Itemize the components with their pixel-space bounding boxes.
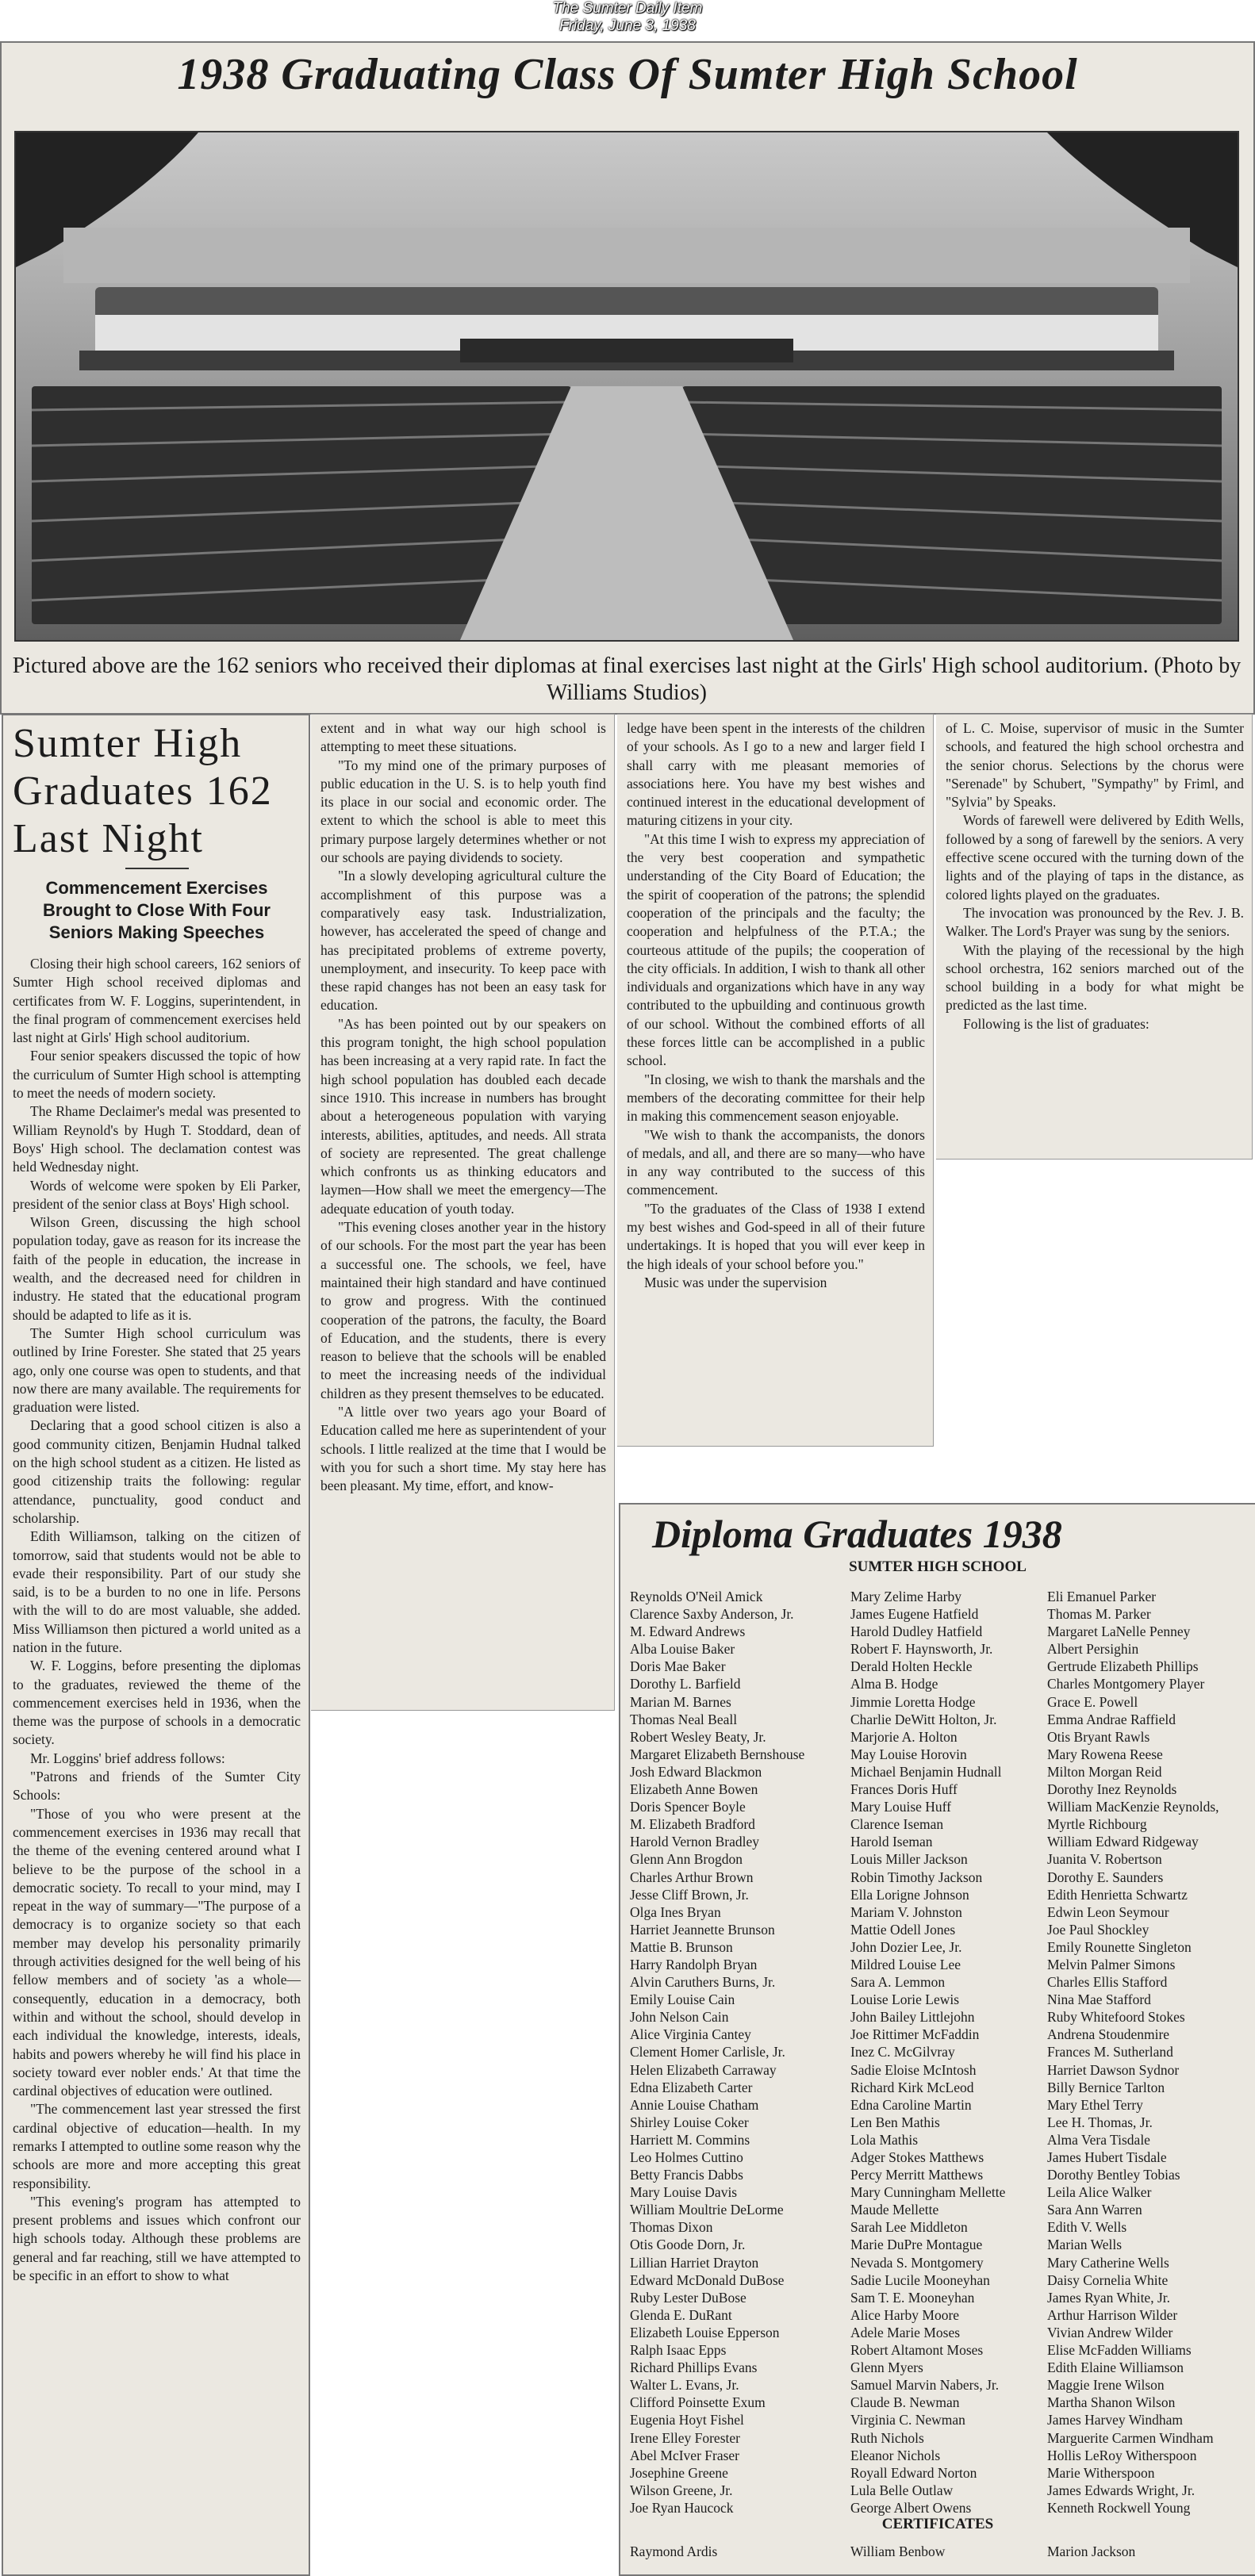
graduate-name: Glenn Myers	[850, 2359, 923, 2376]
graduate-name: Harold Iseman	[850, 1834, 933, 1850]
graduate-name: Maude Mellette	[850, 2202, 939, 2218]
graduates-title: Diploma Graduates 1938	[652, 1512, 1062, 1556]
graduate-name: Shirley Louise Coker	[630, 2114, 749, 2130]
graduates-column-2	[850, 1588, 1005, 2517]
graduate-name: Robert F. Haynsworth, Jr.	[850, 1641, 993, 1658]
graduate-name: Louise Lorie Lewis	[850, 1991, 960, 2008]
paragraph: "This evening closes another year in the history of our schools. For the most part the year has been a successful one. The schools, we feel, have maintained their high standard and have continued to grow and progress. With the continued cooperation of the patrons, the faculty, the Board of Education, and the students, there is every reason to believe that the schools will be enabled to meet the increasing needs of the individual children as they present themselves to be educated.	[320, 1219, 606, 1401]
graduate-name: Clarence Iseman	[850, 1816, 944, 1833]
graduate-name: Alma Vera Tisdale	[1047, 2131, 1150, 2148]
class-photo	[14, 131, 1239, 642]
graduate-name: Marian M. Barnes	[630, 1693, 731, 1710]
graduates-section	[619, 1503, 1255, 2576]
title-rule	[125, 868, 189, 869]
graduate-name: Thomas Dixon	[630, 2219, 713, 2236]
graduate-name: Eugenia Hoyt Fishel	[630, 2412, 744, 2428]
graduate-name: Marie Witherspoon	[1047, 2464, 1155, 2481]
graduate-name: Harriet Dawson Sydnor	[1047, 2061, 1180, 2078]
graduate-name: Glenn Ann Brogdon	[630, 1851, 743, 1868]
graduate-name: Percy Merritt Matthews	[850, 2167, 984, 2183]
article-column-4	[936, 714, 1253, 1160]
graduate-name: Eli Emanuel Parker	[1047, 1589, 1157, 1604]
graduate-name: Juanita V. Robertson	[1047, 1851, 1162, 1868]
graduate-name: Otis Bryant Rawls	[1047, 1728, 1150, 1745]
graduate-name: Wilson Greene, Jr.	[630, 2482, 733, 2498]
paragraph: Mr. Loggins' brief address follows:	[30, 1750, 225, 1766]
graduate-name: Sadie Eloise McIntosh	[850, 2061, 977, 2078]
paragraph: Edith Williamson, talking on the citizen of tomorrow, said that students would not be able to evade their responsibility. Part of our study she said, is to be a burden to no one in life. Persons with the will to do are most valuable, she added. Miss Williamson then pictured a world united as a nation in the future.	[13, 1528, 301, 1655]
graduate-name: Otis Goode Dorn, Jr.	[630, 2237, 746, 2253]
graduate-name: James Eugene Hatfield	[850, 1606, 979, 1623]
graduate-name: Jimmie Loretta Hodge	[850, 1693, 976, 1710]
paragraph: ledge have been spent in the interests of the children of your schools. As I go to a new and larger field I shall carry with me pleasant memories of associations here. You have my best wishes and continued interest in the educational development of maturing citizens in your city.	[627, 720, 925, 829]
graduate-name: Lillian Harriet Drayton	[630, 2254, 759, 2271]
graduate-name: Charles Ellis Stafford	[1047, 1974, 1168, 1991]
graduate-name: Annie Louise Chatham	[630, 2096, 759, 2113]
paragraph: Words of welcome were spoken by Eli Parker, president of the senior class at Boys' High school.	[13, 1177, 301, 1212]
graduate-name: Irene Elley Forester	[630, 2429, 740, 2446]
graduate-name: Alvin Caruthers Burns, Jr.	[630, 1974, 776, 1991]
graduate-name: Richard Phillips Evans	[630, 2359, 758, 2376]
auditorium-photo-illustration	[16, 132, 1238, 640]
graduate-name: James Ryan White, Jr.	[1047, 2289, 1170, 2306]
graduate-name: Lola Mathis	[850, 2131, 919, 2148]
graduate-name: Harold Vernon Bradley	[630, 1834, 759, 1850]
graduate-name: Richard Kirk McLeod	[850, 2079, 974, 2095]
graduate-name: William MacKenzie Reynolds,	[1047, 1799, 1219, 1815]
graduate-name: John Bailey Littlejohn	[850, 2009, 975, 2026]
graduate-name: James Edwards Wright, Jr.	[1047, 2482, 1196, 2498]
graduate-name: Marjorie A. Holton	[850, 1728, 958, 1745]
main-headline: 1938 Graduating Class Of Sumter High School	[177, 50, 1078, 99]
graduate-name: Margaret LaNelle Penney	[1047, 1623, 1191, 1640]
article-column-1	[2, 714, 310, 2576]
photo-caption: Pictured above are the 162 seniors who received their diplomas at final exercises last night at the Girls' High school auditorium. (Photo by Williams Studios)	[12, 654, 1242, 705]
paragraph: With the playing of the recessional by the high school orchestra, 162 seniors marched out of the school building in a body for what might be predicted as the last time.	[946, 941, 1244, 1014]
paragraph: extent and in what way our high school is attempting to meet these situations.	[320, 720, 606, 755]
graduate-name: Emma Andrae Raffield	[1047, 1711, 1176, 1727]
graduate-name: Helen Elizabeth Carraway	[630, 2061, 777, 2078]
graduates-subtitle: SUMTER HIGH SCHOOL	[849, 1558, 1027, 1575]
graduate-name: William Edward Ridgeway	[1047, 1834, 1199, 1850]
graduate-name: Nevada S. Montgomery	[850, 2254, 984, 2271]
graduate-name: Jesse Cliff Brown, Jr.	[630, 1886, 749, 1903]
paragraph: Declaring that a good school citizen is also a good community citizen, Benjamin Hudnal talked on the high school student as a citizen. He listed as good citizenship traits the following: regular attendance, punctuality, good conduct and scholarship.	[13, 1417, 301, 1526]
graduate-name: Abel McIver Fraser	[630, 2447, 740, 2463]
graduate-name: Adger Stokes Matthews	[850, 2149, 984, 2165]
graduate-name: Eleanor Nichols	[850, 2447, 941, 2463]
graduate-name: Ruby Lester DuBose	[630, 2289, 746, 2306]
graduate-name: Inez C. McGilvray	[850, 2044, 955, 2060]
graduate-name: May Louise Horovin	[850, 1746, 967, 1762]
graduate-name: Kenneth Rockwell Young	[1047, 2499, 1191, 2516]
graduate-name: Edith V. Wells	[1047, 2219, 1127, 2236]
graduate-name: Harold Dudley Hatfield	[850, 1623, 983, 1640]
graduate-name: Joe Rittimer McFaddin	[850, 2026, 980, 2043]
graduate-name: Reynolds O'Neil Amick	[630, 1589, 763, 1604]
graduate-name: George Albert Owens	[850, 2499, 972, 2516]
graduate-name: Josh Edward Blackmon	[630, 1763, 762, 1780]
graduate-name: Josephine Greene	[630, 2464, 728, 2481]
graduate-name: Alba Louise Baker	[630, 1641, 735, 1658]
graduate-name: Glenda E. DuRant	[630, 2306, 732, 2323]
graduate-name: Harriett M. Commins	[630, 2131, 750, 2148]
article-column-2	[311, 714, 615, 1711]
graduate-name: Elise McFadden Williams	[1047, 2342, 1192, 2359]
graduate-name: Charles Arthur Brown	[630, 1869, 754, 1885]
paragraph: "In a slowly developing agricultural culture the accomplishment of this purpose was a comparatively easy task. Industrialization, however, has accelerated the speed of change and has precipitated problems of extreme poverty, unemployment, and insecurity. To keep pace with these rapid changes has not been an easy task for education.	[320, 868, 606, 1014]
graduate-name: Walter L. Evans, Jr.	[630, 2377, 739, 2394]
graduate-name: Mattie Odell Jones	[850, 1921, 956, 1938]
graduate-name: Derald Holten Heckle	[850, 1658, 973, 1675]
graduate-name: Edna Elizabeth Carter	[630, 2079, 753, 2095]
graduate-name: Andrena Stoudenmire	[1047, 2026, 1170, 2043]
graduate-name: Elizabeth Louise Epperson	[630, 2324, 780, 2340]
publication-date: Friday, June 3, 1938	[559, 17, 696, 34]
graduate-name: Mildred Louise Lee	[850, 1956, 961, 1972]
paragraph: Words of farewell were delivered by Edith Wells, followed by a song of farewell by the seniors. A very effective scene occured with the turning down of the lights and of the playing of taps in the distance, as colored lights played on the graduates.	[946, 812, 1244, 903]
graduate-name: Mary Cunningham Mellette	[850, 2184, 1006, 2201]
graduate-name: Martha Shanon Wilson	[1047, 2394, 1176, 2411]
graduate-name: Frances Doris Huff	[850, 1781, 958, 1798]
graduate-name: Dorothy Inez Reynolds	[1047, 1781, 1177, 1798]
graduate-name: Joe Ryan Haucock	[630, 2499, 734, 2516]
graduate-name: Harriet Jeannette Brunson	[630, 1921, 775, 1938]
graduate-name: Royall Edward Norton	[850, 2464, 977, 2481]
graduate-name: John Dozier Lee, Jr.	[850, 1938, 962, 1955]
graduate-name: Marguerite Carmen Windham	[1047, 2429, 1214, 2446]
graduate-name: Emily Rounette Singleton	[1047, 1938, 1192, 1955]
graduate-name: Mattie B. Brunson	[630, 1938, 733, 1955]
graduate-name: James Hubert Tisdale	[1047, 2149, 1167, 2165]
graduate-name: Michael Benjamin Hudnall	[850, 1763, 1002, 1780]
graduate-name: Hollis LeRoy Witherspoon	[1047, 2447, 1197, 2463]
graduate-name: William Moultrie DeLorme	[630, 2202, 784, 2218]
graduate-name: Sara A. Lemmon	[850, 1974, 946, 1991]
graduate-name: Sarah Lee Middleton	[850, 2219, 968, 2236]
graduate-name: Albert Persighin	[1047, 1641, 1139, 1658]
paragraph: "Patrons and friends of the Sumter City Schools:	[13, 1769, 301, 1804]
paragraph: "To the graduates of the Class of 1938 I extend my best wishes and God-speed in all of their future undertakings. It is hoped that you will ever keep in the high ideals of your school before you."	[627, 1200, 925, 1272]
graduate-name: M. Elizabeth Bradford	[630, 1816, 755, 1833]
article-column-3	[617, 714, 934, 1447]
paragraph: "In closing, we wish to thank the marshals and the members of the decorating committee for their help in making this commencement season enjoyable.	[627, 1071, 925, 1125]
graduate-name: Clement Homer Carlisle, Jr.	[630, 2044, 785, 2060]
graduate-name: Mary Zelime Harby	[850, 1589, 961, 1604]
graduate-name: Virginia C. Newman	[850, 2412, 965, 2428]
graduate-name: Dorothy L. Barfield	[630, 1676, 741, 1692]
graduate-name: M. Edward Andrews	[630, 1623, 746, 1640]
graduate-name: Mary Louise Huff	[850, 1799, 952, 1815]
graduate-name: Marie DuPre Montague	[850, 2237, 983, 2253]
graduate-name: Mary Rowena Reese	[1047, 1746, 1163, 1762]
paragraph: "At this time I wish to express my appreciation of the very best cooperation and sympathetic understanding of the City Board of Education; the the spirit of cooperation of the patrons; the splendid cooperation of the principals and the faculty; the cooperation and helpfulness of the P.T.A.; the courteous attitude of the pupils; the cooperation of the city officials. In addition, I wish to thank all other individuals and organizations which have in any way contributed to the upbuilding and continuous growth of our school. Without the combined efforts of all these forces little can be accomplished in a public school.	[627, 830, 925, 1069]
graduate-name: Dorothy E. Saunders	[1047, 1869, 1164, 1885]
paragraph: Four senior speakers discussed the topic of how the curriculum of Sumter High school is attempting to meet the needs of modern society.	[13, 1048, 301, 1102]
graduate-name: Mary Ethel Terry	[1047, 2096, 1143, 2113]
graduate-name: Grace E. Powell	[1047, 1693, 1138, 1710]
graduate-name: Louis Miller Jackson	[850, 1851, 968, 1868]
graduate-name: Daisy Cornelia White	[1047, 2271, 1169, 2288]
paragraph: of L. C. Moise, supervisor of music in the Sumter schools, and featured the high school orchestra and the senior chorus. Selections by the chorus were "Serenade" by Schubert, "Sympathy" by Friml, and "Sylvia" by Speaks.	[946, 720, 1244, 811]
graduate-name: Betty Francis Dabbs	[630, 2167, 743, 2183]
graduate-name: Alice Harby Moore	[850, 2306, 960, 2323]
graduate-name: Arthur Harrison Wilder	[1047, 2306, 1178, 2323]
graduate-name: Joe Paul Shockley	[1047, 1921, 1149, 1938]
graduate-name: Sadie Lucile Mooneyhan	[850, 2271, 990, 2288]
paragraph: Music was under the supervision	[644, 1274, 827, 1290]
paragraph: "A little over two years ago your Board of Education called me here as superintendent of your schools. I little realized at the time that I would be with you for such a short time. My stay here has been pleasant. My time, effort, and know-	[320, 1403, 606, 1494]
graduate-name: Lee H. Thomas, Jr.	[1047, 2114, 1153, 2130]
certificates-heading: CERTIFICATES	[881, 2516, 994, 2532]
paragraph: "We wish to thank the accompanists, the donors of medals, and all, and there are so many—who have in any way contributed to the success of this commencement.	[627, 1126, 925, 1198]
graduate-name: Alma B. Hodge	[850, 1676, 938, 1692]
graduate-name: Edith Elaine Williamson	[1047, 2359, 1184, 2376]
graduate-name: Nina Mae Stafford	[1047, 1991, 1151, 2008]
graduate-name: Edith Henrietta Schwartz	[1047, 1886, 1188, 1903]
graduate-name: Margaret Elizabeth Bernshouse	[630, 1746, 805, 1762]
graduate-name: Leo Holmes Cuttino	[630, 2149, 743, 2165]
graduate-name: Len Ben Mathis	[850, 2114, 940, 2130]
graduate-name: Claude B. Newman	[850, 2394, 960, 2411]
graduate-name: Robin Timothy Jackson	[850, 1869, 983, 1885]
graduate-name: Melvin Palmer Simons	[1047, 1956, 1176, 1972]
graduate-name: Ella Lorigne Johnson	[850, 1886, 969, 1903]
graduate-name: Robert Altamont Moses	[850, 2342, 984, 2359]
paragraph: Following is the list of graduates:	[963, 1015, 1149, 1032]
graduate-name: Clifford Poinsette Exum	[630, 2394, 766, 2411]
certificate-name: Raymond Ardis	[630, 2543, 718, 2559]
graduate-name: Adele Marie Moses	[850, 2324, 961, 2340]
graduate-name: Myrtle Richbourg	[1047, 1816, 1147, 1833]
paragraph: "This evening's program has attempted to present problems and issues which confront our high schools today. Although these problems are general and far reaching, still we have attempted to be specific in an effort to show to what	[13, 2193, 301, 2284]
paragraph: The invocation was pronounced by the Rev. J. B. Walker. The Lord's Prayer was sung by the seniors.	[946, 904, 1244, 940]
graduate-name: Clarence Saxby Anderson, Jr.	[630, 1606, 794, 1623]
page-caption	[0, 0, 1255, 35]
article-subtitle: Commencement Exercises Brought to Close With Four Seniors Making Speeches	[43, 878, 271, 942]
graduate-name: Frances M. Sutherland	[1047, 2044, 1173, 2060]
graduate-name: Gertrude Elizabeth Phillips	[1047, 1658, 1199, 1675]
graduate-name: Elizabeth Anne Bowen	[630, 1781, 758, 1798]
graduate-name: Ruth Nichols	[850, 2429, 924, 2446]
graduate-name: Marian Wells	[1047, 2237, 1123, 2253]
paragraph: "The commencement last year stressed the first cardinal objective of education—health. In my remarks I attempted to outline some reason why the schools are more and more accepting this great responsibility.	[13, 2101, 301, 2191]
graduate-name: Samuel Marvin Nabers, Jr.	[850, 2377, 1000, 2394]
paragraph: "Those of you who were present at the commencement exercises in 1936 may recall that the theme of the evening centered around what I believe to be the purpose of the school in a democratic society. To recall to your mind, may I repeat in the way of summary—"The purpose of a democracy is to organize society so that each member may develop his personality primarily through activities designed for the well being of his fellow members and of society 'as a whole—consequently, education in a democracy, both within and without the school, should develop in each individual the knowledge, interests, ideals, habits and powers whereby he will find his place in society toward ever nobler ends.' At that time the cardinal objectives of education were outlined.	[13, 1805, 301, 2099]
graduate-name: Lula Belle Outlaw	[850, 2482, 954, 2498]
graduate-name: Doris Mae Baker	[630, 1658, 726, 1675]
graduate-name: Sam T. E. Mooneyhan	[850, 2289, 975, 2306]
graduate-name: Thomas M. Parker	[1047, 1606, 1151, 1623]
graduate-name: Mariam V. Johnston	[850, 1903, 962, 1920]
paragraph: The Rhame Declaimer's medal was presented to William Reynold's by Hugh T. Stoddard, dean of Boys' High school. The declamation contest was held Wednesday night.	[13, 1103, 301, 1175]
graduate-name: Doris Spencer Boyle	[630, 1799, 746, 1815]
graduate-name: Leila Alice Walker	[1047, 2184, 1152, 2201]
graduate-name: Vivian Andrew Wilder	[1047, 2324, 1173, 2340]
graduate-name: Edward McDonald DuBose	[630, 2271, 785, 2288]
graduates-column-3	[1047, 1588, 1219, 2517]
graduate-name: Edwin Leon Seymour	[1047, 1903, 1169, 1920]
article-title: Sumter High Graduates 162 Last Night	[13, 721, 273, 861]
graduate-name: John Nelson Cain	[630, 2009, 729, 2026]
graduate-name: Milton Morgan Reid	[1047, 1763, 1162, 1780]
graduate-name: James Harvey Windham	[1047, 2412, 1184, 2428]
graduate-name: Ralph Isaac Epps	[630, 2342, 727, 2359]
graduate-name: Charles Montgomery Player	[1047, 1676, 1205, 1692]
paragraph: The Sumter High school curriculum was outlined by Irine Forester. She stated that 25 years ago, only one course was open to students, and that now there are many available. The requirements for graduation were listed.	[13, 1324, 301, 1416]
certificate-name: William Benbow	[850, 2543, 946, 2559]
newspaper-name: The Sumter Daily Item	[552, 0, 703, 17]
graduates-column-1	[630, 1588, 804, 2517]
graduate-name: Alice Virginia Cantey	[630, 2026, 751, 2043]
paragraph: Wilson Green, discussing the high school population today, gave as reason for its increase the faith of the people in education, the increase in wealth, and the decreased need for children in industry. He stated that the educational program should be adapted to life as it is.	[13, 1214, 301, 1323]
graduate-name: Robert Wesley Beaty, Jr.	[630, 1728, 766, 1745]
paragraph: "As has been pointed out by our speakers on this program tonight, the high school population has been increasing at a very rapid rate. In fact the high school population has doubled each decade since 1910. This increase in numbers has brought about a heterogeneous population with varying interests, abilities, aptitudes, and needs. All strata of society are represented. The great challenge which confronts us as thinking educators and laymen—How shall we meet the emergency—The adequate education of youth today.	[320, 1015, 606, 1217]
graduate-name: Olga Ines Bryan	[630, 1903, 721, 1920]
graduate-name: Mary Louise Davis	[630, 2184, 738, 2201]
graduate-name: Mary Catherine Wells	[1047, 2254, 1169, 2271]
graduate-name: Thomas Neal Beall	[630, 1711, 738, 1727]
graduate-name: Maggie Irene Wilson	[1047, 2377, 1165, 2394]
graduate-name: Sara Ann Warren	[1047, 2202, 1142, 2218]
graduate-name: Ruby Whitefoord Stokes	[1047, 2009, 1185, 2026]
graduate-name: Dorothy Bentley Tobias	[1047, 2167, 1180, 2183]
graduate-name: Harry Randolph Bryan	[630, 1956, 758, 1972]
paragraph: Closing their high school careers, 162 seniors of Sumter High school received diplomas and certificates from W. F. Loggins, superintendent, in the final program of commencement exercises held last night at Girls' High school auditorium.	[13, 956, 301, 1046]
paragraph: "To my mind one of the primary purposes of public education in the U. S. is to help youth find its place in our social and economic order. The extent to which the school is able to meet this primary purpose largely determines whether or not our schools are paying dividends to society.	[320, 757, 606, 866]
paragraph: W. F. Loggins, before presenting the diplomas to the graduates, reviewed the theme of the commencement exercises held in 1936, when the theme was the purpose of schools in a democratic society.	[13, 1658, 301, 1748]
graduate-name: Charlie DeWitt Holton, Jr.	[850, 1711, 997, 1727]
certificate-name: Marion Jackson	[1047, 2543, 1136, 2559]
graduate-name: Edna Caroline Martin	[850, 2096, 972, 2113]
graduate-name: Emily Louise Cain	[630, 1991, 735, 2008]
graduate-name: Billy Bernice Tarlton	[1047, 2079, 1165, 2095]
